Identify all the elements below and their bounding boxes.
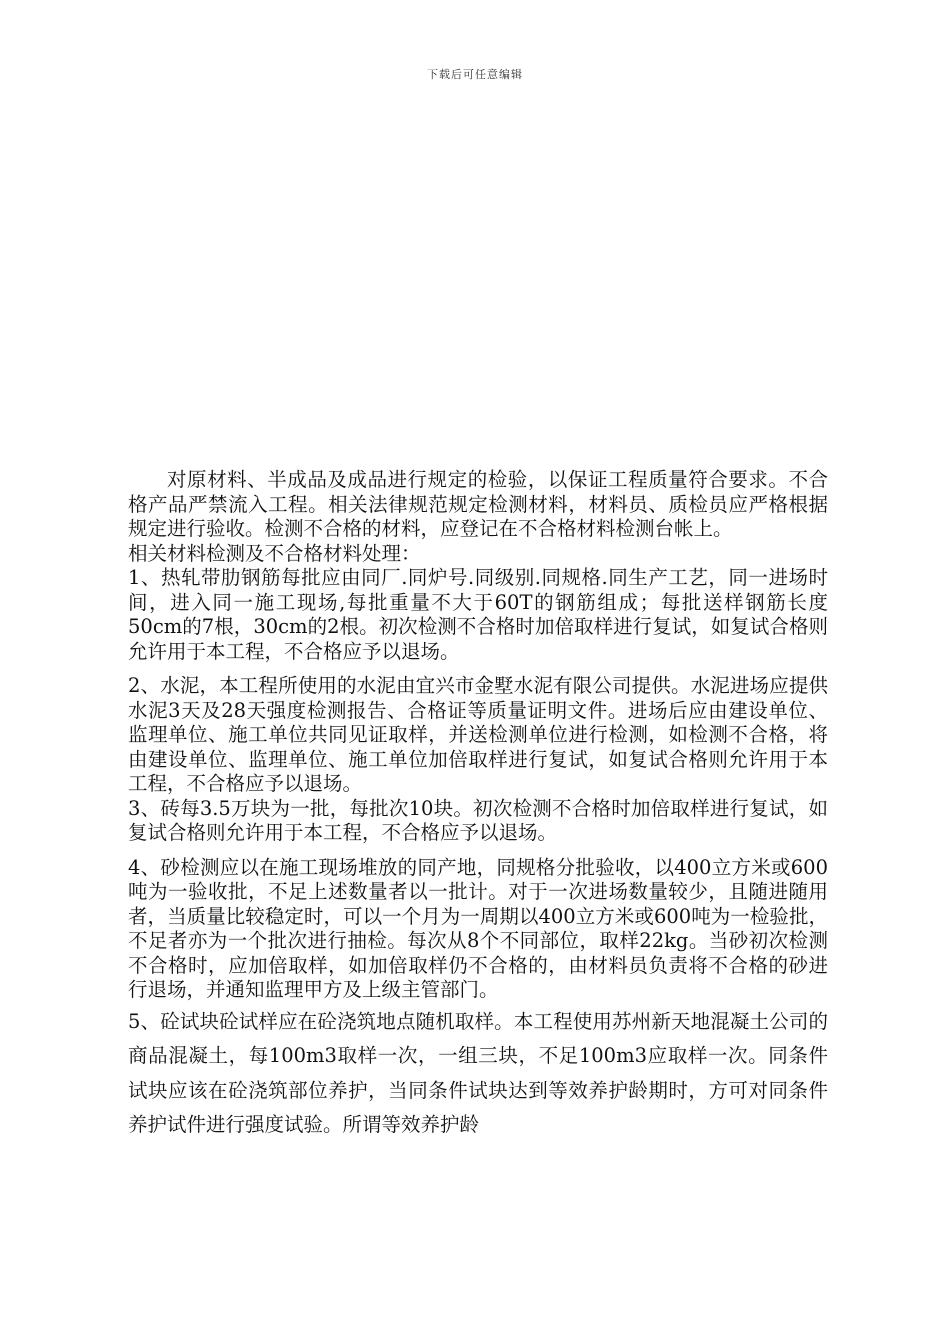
section-title: 相关材料检测及不合格材料处理： bbox=[128, 541, 421, 565]
item-4-sand: 4、砂检测应以在施工现场堆放的同产地，同规格分批验收，以400立方米或600吨为一验收批，不足上述数量者以一批计。对于一次进场数量较少，且随进随用者，当质量比较稳定时，可以一个月为一周期以400立方米或600吨为一检验批，不足者亦为一个批次进行抽检。每次从8个不同部位，取样22kg。当砂初次检测不合格时，应加倍取样，如加倍取样仍不合格的，由材料员负责将不合格的砂进行退场，并通知监理甲方及上级主管部门。 bbox=[128, 855, 828, 1001]
document-body bbox=[128, 468, 828, 1143]
item-5-concrete: 5、砼试块砼试样应在砼浇筑地点随机取样。本工程使用苏州新天地混凝土公司的商品混凝土，每100m3取样一次，一组三块，不足100m3应取样一次。同条件试块应该在砼浇筑部位养护，当同条件试块达到等效养护龄期时，方可对同条件养护试件进行强度试验。所谓等效养护龄 bbox=[128, 1009, 828, 1136]
item-1-rebar: 1、热轧带肋钢筋每批应由同厂.同炉号.同级别.同规格.同生产工艺，同一进场时间，进入同一施工现场,每批重量不大于60T的钢筋组成；每批送样钢筋长度50cm的7根，30cm的2根。初次检测不合格时加倍取样进行复试，如复试合格则允许用于本工程，不合格应予以退场。 bbox=[128, 566, 828, 663]
item-2-cement: 2、水泥，本工程所使用的水泥由宜兴市金墅水泥有限公司提供。水泥进场应提供水泥3天及28天强度检测报告、合格证等质量证明文件。进场后应由建设单位、监理单位、施工单位共同见证取样，并送检测单位进行检测，如检测不合格，将由建设单位、监理单位、施工单位加倍取样进行复试，如复试合格则允许用于本工程，不合格应予以退场。 bbox=[128, 674, 828, 795]
item-3-brick: 3、砖每3.5万块为一批，每批次10块。初次检测不合格时加倍取样进行复试，如复试合格则允许用于本工程，不合格应予以退场。 bbox=[128, 796, 828, 844]
header-note: 下载后可任意编辑 bbox=[427, 68, 523, 81]
intro-paragraph: 对原材料、半成品及成品进行规定的检验，以保证工程质量符合要求。不合格产品严禁流入工程。相关法律规范规定检测材料，材料员、质检员应严格根据规定进行验收。检测不合格的材料，应登记在不合格材料检测台帐上。 bbox=[128, 468, 828, 540]
